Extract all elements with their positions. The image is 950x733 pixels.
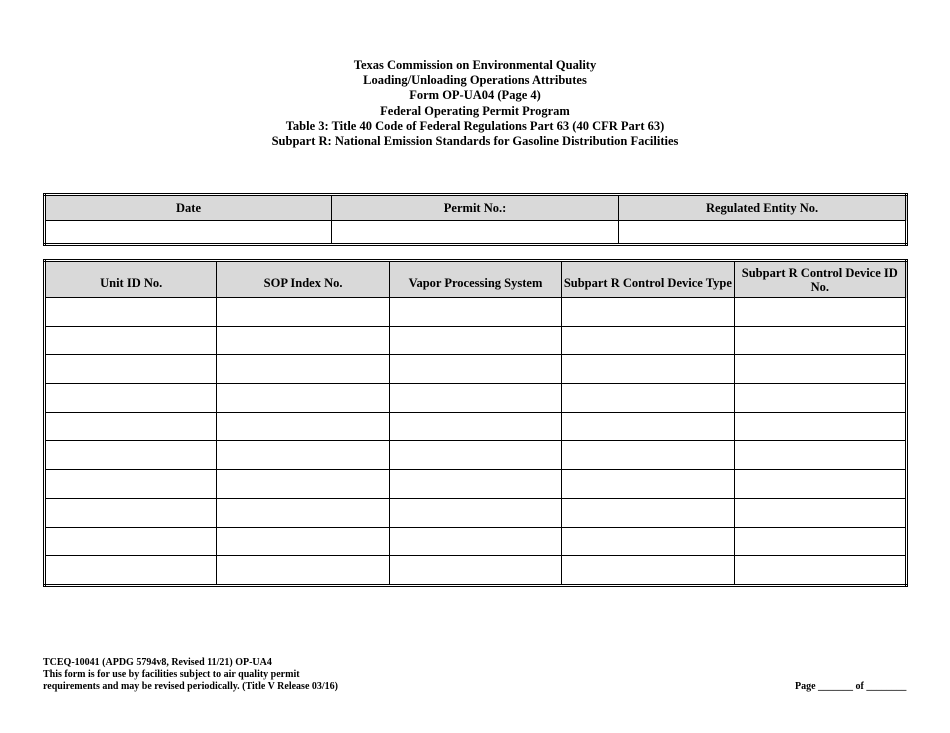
vapor-processing-cell[interactable] bbox=[389, 441, 561, 470]
control-device-type-cell[interactable] bbox=[562, 384, 734, 413]
unit-rows bbox=[45, 298, 907, 586]
control-device-id-cell[interactable] bbox=[734, 298, 906, 327]
control-device-id-cell[interactable] bbox=[734, 412, 906, 441]
form-id: TCEQ-10041 (APDG 5794v8, Revised 11/21) OP-UA4 bbox=[43, 657, 272, 668]
form-footer bbox=[43, 657, 338, 693]
sop-index-cell[interactable] bbox=[217, 355, 389, 384]
table-row bbox=[45, 355, 907, 384]
vapor-processing-cell[interactable] bbox=[389, 298, 561, 327]
control-device-id-cell[interactable] bbox=[734, 441, 906, 470]
table-title: Table 3: Title 40 Code of Federal Regulations Part 63 (40 CFR Part 63) bbox=[285, 118, 665, 133]
vapor-processing-cell[interactable] bbox=[389, 470, 561, 499]
vapor-processing-cell[interactable] bbox=[389, 527, 561, 556]
vapor-processing-cell[interactable] bbox=[389, 498, 561, 527]
table-row bbox=[45, 527, 907, 556]
permit-number-field[interactable] bbox=[332, 221, 619, 245]
date-field[interactable] bbox=[45, 221, 332, 245]
control-device-type-cell[interactable] bbox=[562, 470, 734, 499]
unit-attributes-table bbox=[43, 259, 908, 587]
vapor-processing-cell[interactable] bbox=[389, 384, 561, 413]
vapor-processing-cell[interactable] bbox=[389, 355, 561, 384]
sop-index-cell[interactable] bbox=[217, 298, 389, 327]
control-device-type-cell[interactable] bbox=[562, 298, 734, 327]
subpart-title: Subpart R: National Emission Standards for Gasoline Distribution Facilities bbox=[271, 134, 679, 149]
unit-id-cell[interactable] bbox=[45, 441, 217, 470]
regulated-entity-header: Regulated Entity No. bbox=[619, 195, 907, 221]
vapor-processing-cell[interactable] bbox=[389, 556, 561, 586]
table-row bbox=[45, 298, 907, 327]
footer-note-1: This form is for use by facilities subject to air quality permit bbox=[43, 669, 300, 680]
permit-number-header: Permit No.: bbox=[332, 195, 619, 221]
control-device-id-header: Subpart R Control Device ID No. bbox=[734, 261, 906, 298]
table-row bbox=[45, 412, 907, 441]
unit-id-cell[interactable] bbox=[45, 298, 217, 327]
control-device-type-cell[interactable] bbox=[562, 498, 734, 527]
sop-index-cell[interactable] bbox=[217, 527, 389, 556]
control-device-id-cell[interactable] bbox=[734, 326, 906, 355]
sop-index-cell[interactable] bbox=[217, 441, 389, 470]
unit-id-cell[interactable] bbox=[45, 527, 217, 556]
date-header: Date bbox=[45, 195, 332, 221]
table-row bbox=[45, 470, 907, 499]
sop-index-cell[interactable] bbox=[217, 470, 389, 499]
sop-index-header: SOP Index No. bbox=[217, 261, 389, 298]
table-row bbox=[45, 384, 907, 413]
control-device-type-header: Subpart R Control Device Type bbox=[562, 261, 734, 298]
control-device-id-cell[interactable] bbox=[734, 527, 906, 556]
vapor-processing-cell[interactable] bbox=[389, 412, 561, 441]
vapor-processing-cell[interactable] bbox=[389, 326, 561, 355]
identification-table bbox=[43, 193, 908, 246]
control-device-type-cell[interactable] bbox=[562, 527, 734, 556]
unit-id-header: Unit ID No. bbox=[45, 261, 217, 298]
control-device-id-cell[interactable] bbox=[734, 470, 906, 499]
control-device-type-cell[interactable] bbox=[562, 441, 734, 470]
sop-index-cell[interactable] bbox=[217, 384, 389, 413]
unit-id-cell[interactable] bbox=[45, 498, 217, 527]
control-device-type-cell[interactable] bbox=[562, 412, 734, 441]
form-header bbox=[0, 58, 950, 149]
unit-id-cell[interactable] bbox=[45, 384, 217, 413]
page-number: Page _______ of ________ bbox=[795, 681, 907, 692]
table-row bbox=[45, 441, 907, 470]
unit-id-cell[interactable] bbox=[45, 326, 217, 355]
control-device-type-cell[interactable] bbox=[562, 355, 734, 384]
sop-index-cell[interactable] bbox=[217, 498, 389, 527]
footer-note-2: requirements and may be revised periodically. (Title V Release 03/16) bbox=[43, 681, 338, 692]
agency-title: Texas Commission on Environmental Quality bbox=[353, 58, 597, 72]
table-row bbox=[45, 326, 907, 355]
unit-id-cell[interactable] bbox=[45, 412, 217, 441]
vapor-processing-header: Vapor Processing System bbox=[389, 261, 561, 298]
form-number: Form OP-UA04 (Page 4) bbox=[409, 88, 541, 103]
control-device-id-cell[interactable] bbox=[734, 384, 906, 413]
sop-index-cell[interactable] bbox=[217, 412, 389, 441]
sop-index-cell[interactable] bbox=[217, 326, 389, 355]
control-device-type-cell[interactable] bbox=[562, 556, 734, 586]
control-device-id-cell[interactable] bbox=[734, 556, 906, 586]
table-row bbox=[45, 498, 907, 527]
sop-index-cell[interactable] bbox=[217, 556, 389, 586]
program-name: Federal Operating Permit Program bbox=[380, 103, 570, 118]
table-row bbox=[45, 556, 907, 586]
control-device-type-cell[interactable] bbox=[562, 326, 734, 355]
unit-id-cell[interactable] bbox=[45, 470, 217, 499]
control-device-id-cell[interactable] bbox=[734, 355, 906, 384]
control-device-id-cell[interactable] bbox=[734, 498, 906, 527]
regulated-entity-field[interactable] bbox=[619, 221, 907, 245]
form-subject: Loading/Unloading Operations Attributes bbox=[363, 73, 587, 88]
unit-id-cell[interactable] bbox=[45, 355, 217, 384]
unit-id-cell[interactable] bbox=[45, 556, 217, 586]
